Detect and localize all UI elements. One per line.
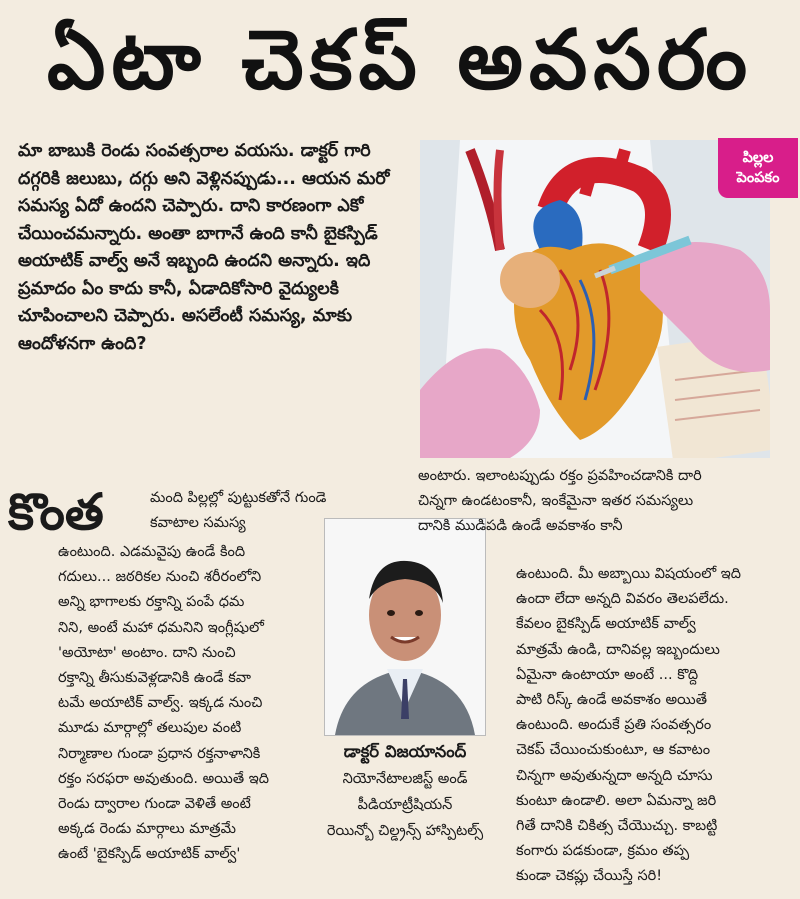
question-text: మా బాబుకి రెండు సంవత్సరాల వయసు. డాక్టర్ గారి దగ్గరికి జలుబు, దగ్గు అని వెళ్లినప్పుడు... ఆయన మరో సమస్య ఏదో ఉందని చెప్పారు. దాని కారణంగా ఎకో చేయించమన్నారు. అంతా బాగానే ఉంది కానీ బైకస్పిడ్ అయాటిక్ వాల్వ్ అనే ఇబ్బంది ఉందని అన్నారు. ఇది ప్రమాదం ఏం కాదు కానీ, ఏడాదికోసారి వైద్యులకి చూపించాలని చెప్పారు. అసలేంటీ సమస్య, మాకు ఆందోళనగా ఉంది? (18, 141, 390, 354)
badge-line-2: పెంపకం (736, 170, 780, 186)
doctor-photo (324, 518, 486, 736)
doctor-caption (300, 738, 510, 844)
answer-right-top: అంటారు. ఇలాంటప్పుడు రక్తం ప్రవహించడానికి దారి చిన్నగా ఉండటంకానీ, ఇంకేమైనా ఇతర సమస్యలు దానికి ముడిపడి ఉండే అవకాశం కానీ (418, 468, 702, 535)
answer-intro: మంది పిల్లల్లో పుట్టుకతోనే గుండె కవాటాల సమస్య (150, 490, 327, 532)
doctor-role-2: పీడియాట్రీషియన్ (357, 797, 453, 813)
reader-question (18, 138, 414, 358)
headline: ఏటా చెకప్ అవసరం (46, 12, 754, 108)
answer-left-column: ఉంటుంది. ఎడమవైపు ఉండే కింది గదులు... జఠరికల నుంచి శరీరంలోని అన్ని భాగాలకు రక్తాన్ని పంపే ధమ నిని, అంటే మహా ధమనిని ఇంగ్లీషులో 'అయోటా' అంటాం. దాని నుంచి రక్తాన్ని తీసుకువెళ్లడానికి ఉండే కవా టమే అయాటిక్ వాల్వ్. ఇక్కడ నుంచి మూడు మార్గాల్లో తలుపుల వంటి నిర్మాణాల గుండా ప్రధాన రక్తనాళానికి రక్తం సరఫరా అవుతుంది. అయితే ఇది రెండు ద్వారాల గుండా వెళితే అంటే అక్కడ రెండు మార్గాలు మాత్రమే ఉంటే 'బైకస్పిడ్ అయాటిక్ వాల్వ్' (58, 544, 269, 863)
doctor-name: డాక్టర్ విజయానంద్ (343, 742, 467, 761)
category-badge (718, 138, 798, 198)
drop-cap: కొంత (8, 483, 104, 541)
doctor-hospital: రెయిన్బో చిల్డ్రన్స్ హాస్పిటల్స్ (326, 823, 484, 839)
doctor-role-1: నియోనేటాలజిస్ట్ అండ్ (342, 771, 468, 787)
answer-right-column: ఉంటుంది. మీ అబ్బాయి విషయంలో ఇది ఉందా లేదా అన్నది వివరం తెలపలేదు. కేవలం బైకస్పిడ్ అయాటిక్ వాల్వ్ మాత్రమే ఉండి, దానివల్ల ఇబ్బందులు ఏమైనా ఉంటాయా అంటే ... కొద్ది పాటి రిస్క్ ఉండే అవకాశం అయితే ఉంటుంది. అందుకే ప్రతి సంవత్సరం చెకప్ చేయించుకుంటూ, ఆ కవాటం చిన్నగా అవుతున్నదా అన్నది చూసు కుంటూ ఉండాలి. అలా ఏమన్నా జరి గితే దానికి చికిత్స చేయొచ్చు. కాబట్టి కంగారు పడకుండా, క్రమం తప్ప కుండా చెకప్లు చేయిస్తే సరి! (516, 566, 742, 885)
doctor-portrait (325, 519, 485, 735)
badge-line-1: పిల్లల (742, 150, 774, 166)
